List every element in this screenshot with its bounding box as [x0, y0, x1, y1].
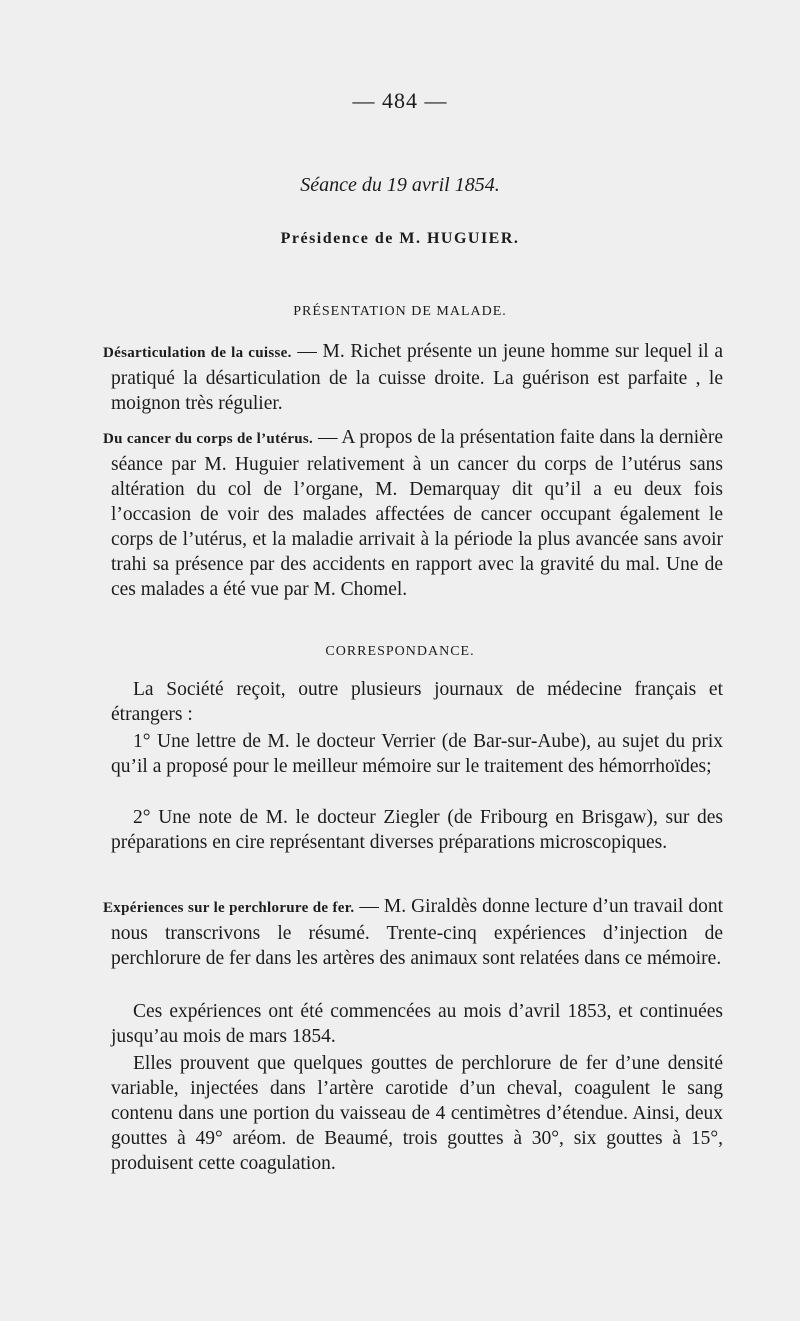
paragraph-item-1: 1° Une lettre de M. le docteur Verrier (de Bar-sur-Aube), au sujet du prix qu’il a proposé pour le meilleur mémoire sur le traitement des hémorrhoïdes;: [111, 731, 723, 777]
section-title-correspondance: CORRESPONDANCE.: [325, 644, 475, 659]
paragraph-lead: Désarticulation de la cuisse.: [103, 345, 292, 361]
paragraph-desarticulation: [103, 339, 723, 416]
page-number: — 484 —: [352, 88, 448, 113]
paragraph-cancer: [103, 425, 723, 602]
paragraph-results: Elles prouvent que quelques gouttes de perchlorure de fer d’une densité variable, injectées dans l’artère carotide d’un cheval, coagulent le sang contenu dans une portion du vaisseau de 4 centimètres d’étendue. Ainsi, deux gouttes à 49° aréom. de Beaumé, trois gouttes à 30°, six gouttes à 15°, produisent cette coagulation.: [111, 1053, 723, 1174]
session-heading: Séance du 19 avril 1854.: [300, 174, 500, 196]
paragraph-text: — M. Richet présente un jeune homme sur lequel il a pratiqué la désarticulation de la cuisse droite. La guérison est parfaite , le moignon très régulier.: [111, 341, 723, 414]
presidency-line: Présidence de M. HUGUIER.: [280, 230, 520, 247]
paragraph-lead: Du cancer du corps de l’utérus.: [103, 431, 314, 447]
paragraph-lead: Expériences sur le perchlorure de fer.: [103, 900, 355, 916]
paragraph-experiences: [103, 894, 723, 971]
paragraph-societe: La Société reçoit, outre plusieurs journaux de médecine français et étrangers :: [111, 679, 723, 725]
section-title-presentation: PRÉSENTATION DE MALADE.: [293, 304, 507, 319]
paragraph-item-2: 2° Une note de M. le docteur Ziegler (de Fribourg en Brisgaw), sur des préparations en cire représentant diverses préparations microscopiques.: [111, 807, 723, 853]
paragraph-text: — A propos de la présentation faite dans la dernière séance par M. Huguier relativement à un cancer du corps de l’utérus sans altération du col de l’organe, M. Demarquay dit qu’il a eu deux fois l’occasion de voir des malades affectées de cancer occupant également le corps de l’utérus, et la maladie arrivait à la période la plus avancée sans avoir trahi sa présence par des accidents en rapport avec la gravité du mal. Une de ces malades a été vue par M. Chomel.: [111, 427, 723, 600]
paragraph-text: — M. Giraldès donne lecture d’un travail dont nous transcrivons le résumé. Trente-cinq expériences d’injection de perchlorure de fer dans les artères des animaux sont relatées dans ce mémoire.: [111, 896, 723, 969]
paragraph-dates: Ces expériences ont été commencées au mois d’avril 1853, et continuées jusqu’au mois de mars 1854.: [111, 1001, 723, 1047]
